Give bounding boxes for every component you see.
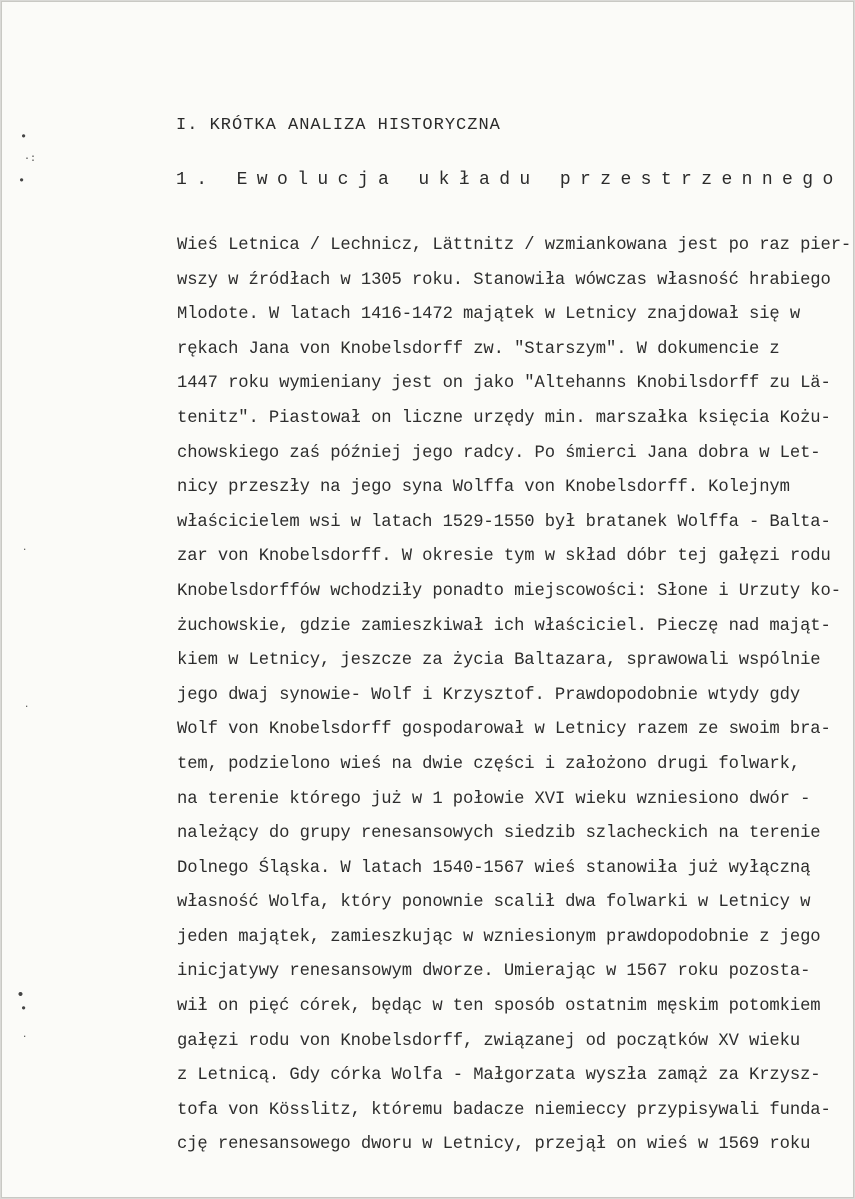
- margin-speck: ·: [22, 1032, 28, 1042]
- text-line: na terenie którego już w 1 połowie XVI wieku wzniesiono dwór -: [177, 789, 811, 809]
- text-line: Wieś Letnica / Lechnicz, Lättnitz / wzmiankowana jest po raz pier-: [177, 236, 852, 255]
- text-line: Dolnego Śląska. W latach 1540-1567 wieś stanowiła już wyłączną: [177, 858, 811, 878]
- text-line: jeden majątek, zamieszkując w wzniesionym prawdopodobnie z jego: [177, 927, 821, 947]
- body-text: [177, 229, 852, 1163]
- text-line: wszy w źródłach w 1305 roku. Stanowiła wówczas własność hrabiego: [177, 270, 831, 290]
- text-line: Wolf von Knobelsdorff gospodarował w Letnicy razem ze swoim bra-: [177, 720, 831, 740]
- document-page: [2, 2, 853, 1197]
- text-line: inicjatywy renesansowym dworze. Umierając w 1567 roku pozosta-: [177, 962, 811, 982]
- text-line: rękach Jana von Knobelsdorff zw. "Starszym". W dokumencie z: [177, 339, 780, 359]
- text-line: Knobelsdorffów wchodziły ponadto miejscowości: Słone i Urzuty ko-: [177, 581, 841, 601]
- text-line: tem, podzielono wieś na dwie części i założono drugi folwark,: [177, 754, 801, 774]
- section-heading: I. KRÓTKA ANALIZA HISTORYCZNA: [176, 116, 501, 135]
- margin-speck: •: [18, 174, 26, 188]
- text-line: żuchowskie, gdzie zamieszkiwał ich właściciel. Pieczę nad mająt-: [177, 616, 831, 636]
- text-line: z Letnicą. Gdy córka Wolfa - Małgorzata wyszła zamąż za Krzysz-: [177, 1066, 821, 1086]
- text-line: własność Wolfa, który ponownie scalił dwa folwarki w Letnicy w: [177, 893, 811, 913]
- text-line: chowskiego zaś później jego radcy. Po śmierci Jana dobra w Let-: [177, 443, 821, 463]
- margin-speck: ·:: [24, 154, 37, 165]
- margin-speck: ·: [24, 702, 30, 712]
- text-line: gałęzi rodu von Knobelsdorff, związanej od początków XV wieku: [177, 1031, 801, 1051]
- margin-speck: •: [20, 130, 28, 144]
- text-line: cję renesansowego dworu w Letnicy, przejął on wieś w 1569 roku: [177, 1135, 811, 1155]
- margin-speck: ·: [22, 545, 28, 555]
- text-line: jego dwaj synowie- Wolf i Krzysztof. Prawdopodobnie wtydy gdy: [177, 685, 801, 705]
- subsection-heading: 1. Ewolucja układu przestrzennego: [176, 170, 843, 190]
- text-line: kiem w Letnicy, jeszcze za życia Baltazara, sprawowali wspólnie: [177, 651, 821, 671]
- text-line: wił on pięć córek, będąc w ten sposób ostatnim męskim potomkiem: [177, 997, 821, 1017]
- text-line: tenitz". Piastował on liczne urzędy min. marszałka księcia Kożu-: [177, 408, 831, 428]
- margin-speck: •: [20, 1002, 28, 1016]
- margin-speck: •: [16, 987, 26, 1004]
- text-line: właścicielem wsi w latach 1529-1550 był bratanek Wolffa - Balta-: [177, 512, 831, 532]
- text-line: tofa von Kösslitz, któremu badacze niemieccy przypisywali funda-: [177, 1100, 831, 1120]
- text-line: nicy przeszły na jego syna Wolffa von Knobelsdorff. Kolejnym: [177, 478, 790, 498]
- text-line: należący do grupy renesansowych siedzib szlacheckich na terenie: [177, 824, 821, 844]
- text-line: zar von Knobelsdorff. W okresie tym w skład dóbr tej gałęzi rodu: [177, 547, 831, 567]
- text-line: Mlodote. W latach 1416-1472 majątek w Letnicy znajdował się w: [177, 305, 801, 325]
- text-line: 1447 roku wymieniany jest on jako "Altehanns Knobilsdorff zu Lä-: [177, 374, 831, 394]
